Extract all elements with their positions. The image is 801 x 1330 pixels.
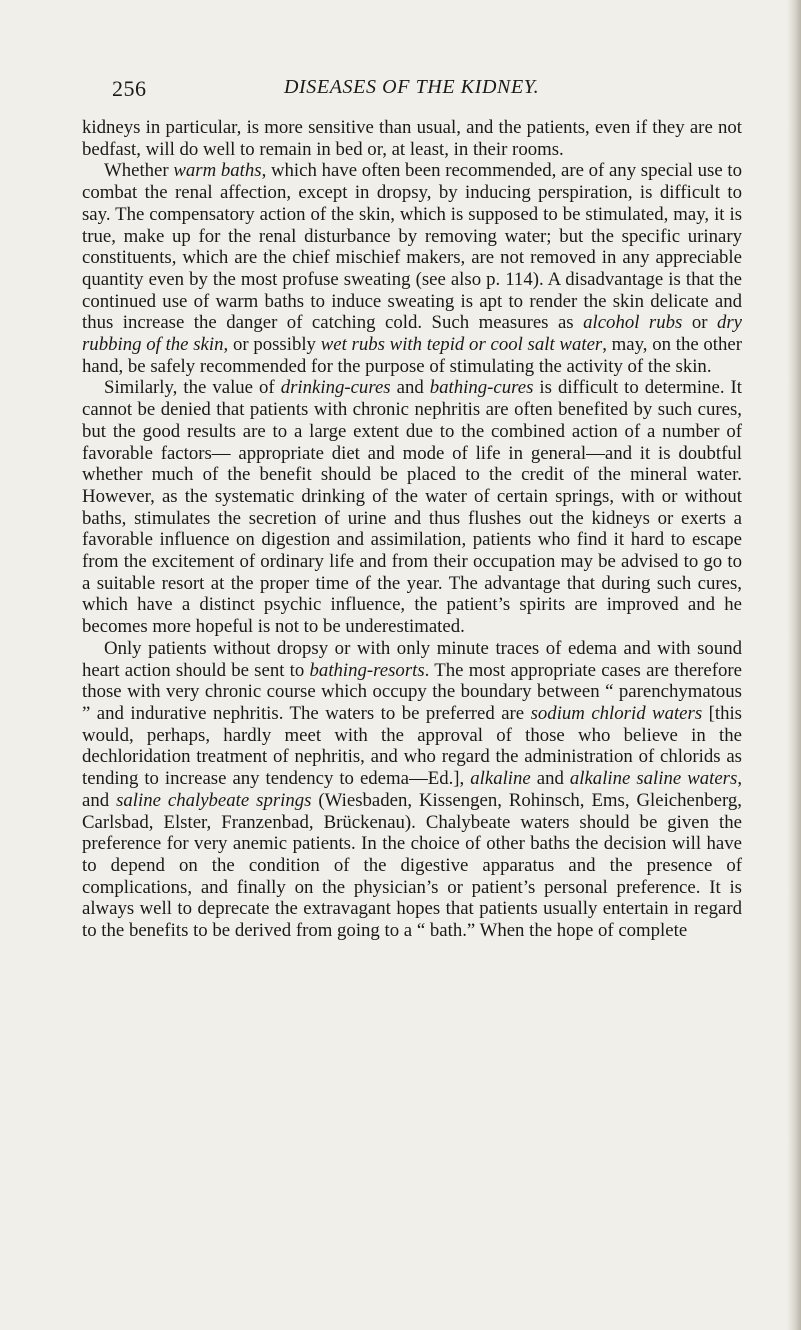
italic-phrase: drinking-cures <box>280 377 391 399</box>
italic-phrase: alkaline <box>470 768 531 790</box>
text-run: (Wiesbaden, Kissengen, Rohinsch, Ems, Gleichenberg, Carlsbad, Elster, Franzenbad, Brückenau). Chalybeate waters should be given the preference for very anemic patients. In the choice of other baths the decision will have to depend on the condition of the digestive apparatus and the presence of complications, and finally on the physician’s or patient’s personal preference. It is always well to deprecate the extravagant hopes that patients usually entertain in regard to the benefits to be derived from going to a “ bath.” When the hope of complete <box>82 789 742 942</box>
body-text <box>82 117 742 942</box>
paragraph <box>82 638 742 942</box>
italic-phrase: alkaline saline waters <box>569 768 738 790</box>
italic-phrase: sodium chlorid waters <box>530 702 703 724</box>
text-run: , may, on the other hand, be safely recommended for the purpose of stimulating the activity of the skin. <box>82 334 742 377</box>
text-run: is difficult to determine. It cannot be denied that patients with chronic nephritis are often benefited by such cures, but the good results are to a large extent due to the combined action of a number of favorable factors— appropriate diet and mode of life in general—and it is doubtful whether much of the benefit should be placed to the credit of the mineral water. However, as the systematic drinking of the water of certain springs, with or without baths, stimulates the secretion of urine and thus flushes out the kidneys or exerts a favorable influence on digestion and assimilation, patients who find it hard to escape from the excitement of ordinary life and from their occupation may be advised to go to a suitable resort at the proper time of the year. The advantage that during such cures, which have a distinct psychic influence, the patient’s spirits are improved and he becomes more hopeful is not to be underestimated. <box>82 377 743 638</box>
page-header <box>112 76 752 106</box>
text-run: kidneys in particular, is more sensitive than usual, and the patients, even if they are not bedfast, will do well to remain in bed or, at least, in their rooms. <box>82 117 742 160</box>
page-edge-shadow <box>787 0 801 1330</box>
text-run: and <box>390 377 430 399</box>
italic-phrase: saline chalybeate springs <box>116 789 312 811</box>
text-run: , which have often been recommended, are of any special use to combat the renal affection, except in dropsy, by inducing perspiration, is difficult to say. The compensatory action of the skin, which is supposed to be stimulated, may, it is true, make up for the renal disturbance by removing water; but the specific urinary constituents, which are the chief mischief makers, are not removed in any appreciable quantity even by the most profuse sweating (see also p. 114). A disadvantage is that the continued use of warm baths to induce sweating is apt to render the skin delicate and thus increase the danger of catching cold. Such measures as <box>82 160 742 334</box>
paragraph <box>82 160 742 377</box>
italic-phrase: dry rubbing of the skin <box>82 312 742 356</box>
text-run: Only patients without dropsy or with only minute traces of edema and with sound heart action should be sent to <box>82 637 742 681</box>
italic-phrase: warm baths <box>173 160 262 182</box>
text-run: or <box>682 312 717 334</box>
text-run: . The most appropriate cases are therefore those with very chronic course which occupy the boundary between “ parenchymatous ” and indurative nephritis. The waters to be preferred are <box>82 659 743 724</box>
italic-phrase: bathing-resorts <box>309 659 425 681</box>
text-run: Whether <box>104 160 174 182</box>
italic-phrase: bathing-cures <box>429 377 534 399</box>
paragraph <box>82 377 742 637</box>
text-run: [this would, perhaps, hardly meet with the approval of those who believe in the dechloridation treatment of nephritis, and who regard the administration of chlorids as tending to increase any tendency to edema—Ed.], <box>82 702 742 790</box>
paragraph <box>82 117 742 160</box>
italic-phrase: alcohol rubs <box>583 312 683 334</box>
text-run: , and <box>82 768 743 811</box>
page-number: 256 <box>112 76 147 101</box>
text-run: Similarly, the value of <box>104 377 281 399</box>
italic-phrase: wet rubs with tepid or cool salt water <box>320 334 603 356</box>
text-run: , or possibly <box>223 334 321 356</box>
text-run: and <box>530 768 570 790</box>
running-head: DISEASES OF THE KIDNEY. <box>284 76 540 98</box>
